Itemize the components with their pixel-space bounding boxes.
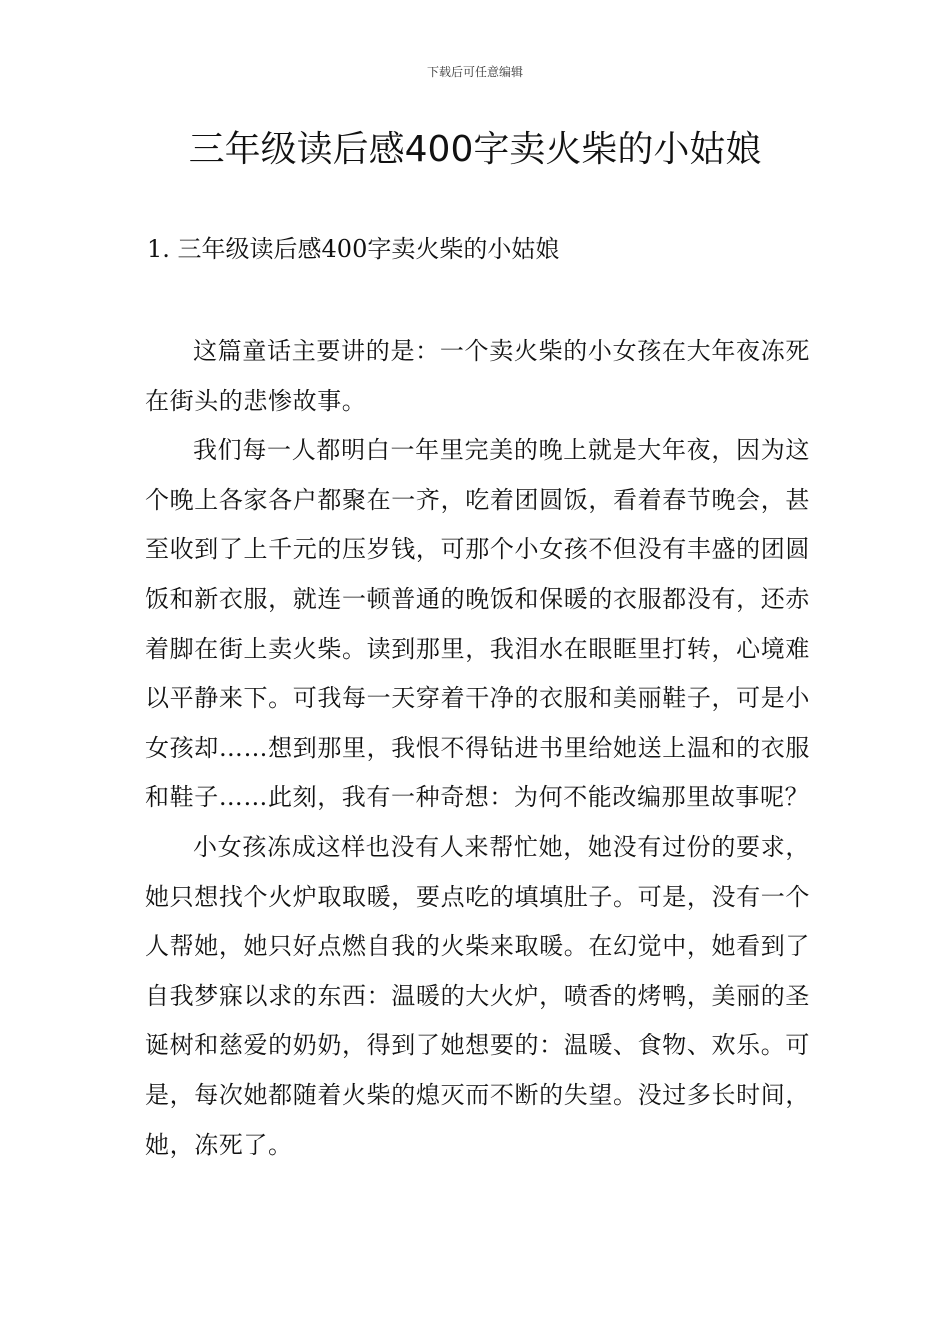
paragraph-2: 我们每一人都明白一年里完美的晚上就是大年夜，因为这个晚上各家各户都聚在一齐，吃着团圆饭，看着春节晚会，甚至收到了上千元的压岁钱，可那个小女孩不但没有丰盛的团圆饭和新衣服，就连一顿普通的晚饭和保暖的衣服都没有，还赤着脚在街上卖火柴。读到那里，我泪水在眼眶里打转，心境难以平静来下。可我每一天穿着干净的衣服和美丽鞋子，可是小女孩却……想到那里，我恨不得钻进书里给她送上温和的衣服和鞋子……此刻，我有一种奇想：为何不能改编那里故事呢？ xyxy=(145,436,810,812)
paragraph-1: 这篇童话主要讲的是：一个卖火柴的小女孩在大年夜冻死在街头的悲惨故事。 xyxy=(145,337,810,415)
document-title: 三年级读后感400字卖火柴的小姑娘 xyxy=(188,129,762,170)
body-text xyxy=(145,327,810,1170)
section-heading: 1. 三年级读后感400字卖火柴的小姑娘 xyxy=(147,235,560,263)
page-header-note: 下载后可任意编辑 xyxy=(426,65,523,79)
paragraph-3: 小女孩冻成这样也没有人来帮忙她，她没有过份的要求，她只想找个火炉取取暖，要点吃的填填肚子。可是，没有一个人帮她，她只好点燃自我的火柴来取暖。在幻觉中，她看到了自我梦寐以求的东西：温暖的大火炉，喷香的烤鸭，美丽的圣诞树和慈爱的奶奶，得到了她想要的：温暖、食物、欢乐。可是，每次她都随着火柴的熄灭而不断的失望。没过多长时间，她，冻死了。 xyxy=(145,832,810,1159)
